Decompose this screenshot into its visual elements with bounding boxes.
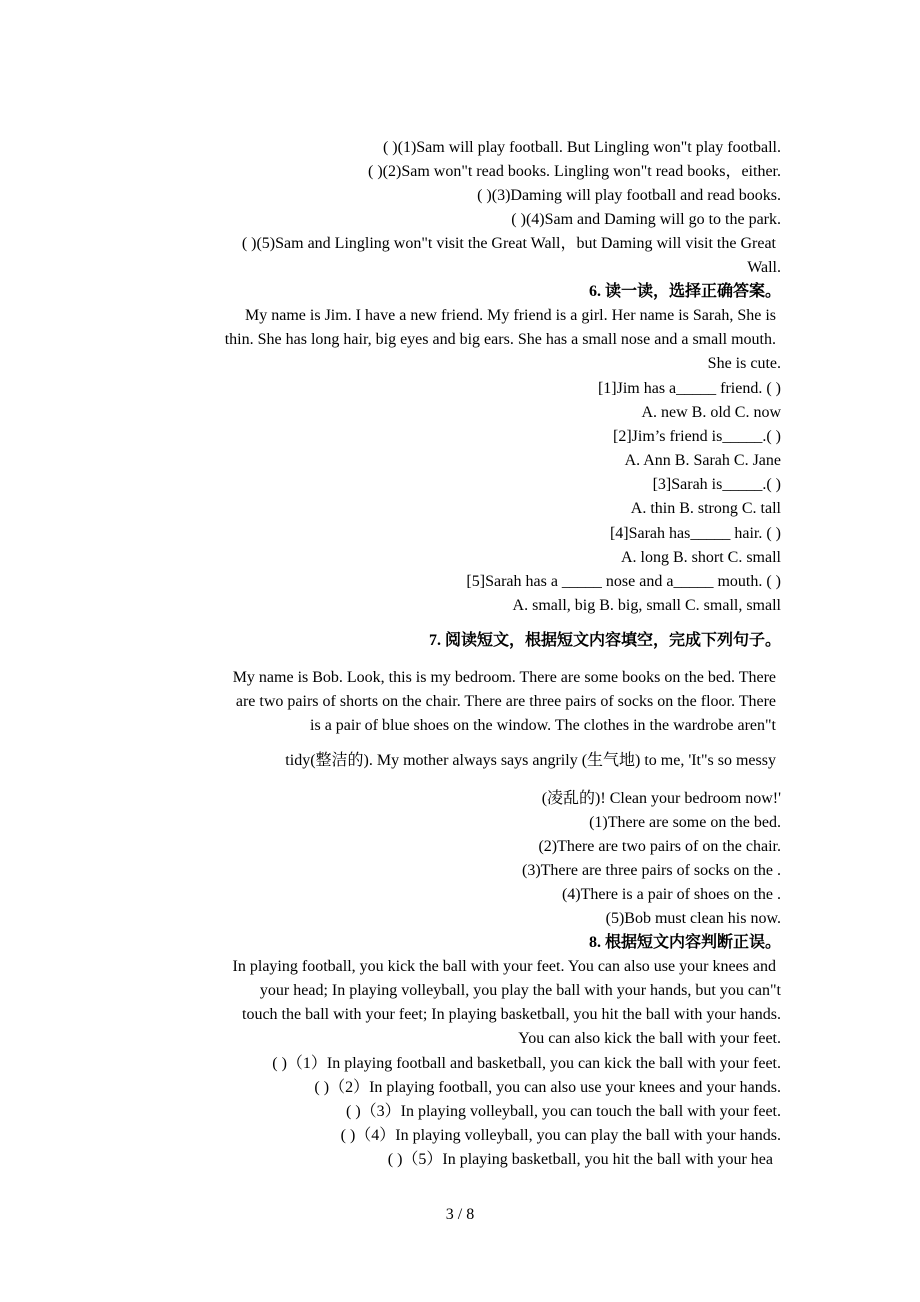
s8-passage-line-2: your head; In playing volleyball, you play the ball with your hands, but you can"t [259,982,781,999]
s7-passage-line-5: (凌乱的)! Clean your bedroom now!' [541,790,781,807]
s5-statement-4: ( )(4)Sam and Daming will go to the park. [511,211,781,228]
s6-options-1: A. new B. old C. now [641,404,781,421]
s6-question-4: [4]Sarah has_____ hair. ( ) [609,525,781,542]
s5-statement-3: ( )(3)Daming will play football and read books. [477,187,781,204]
s5-statement-5: ( )(5)Sam and Lingling won"t visit the Great Wall，but Daming will visit the Great [241,235,776,252]
s6-passage-line-1: My name is Jim. I have a new friend. My friend is a girl. Her name is Sarah, She is [245,307,776,324]
s7-question-5: (5)Bob must clean his now. [605,910,781,927]
section-6-heading: 6. 读一读，选择正确答案。 [588,283,781,300]
s5-statement-2: ( )(2)Sam won"t read books. Lingling won"t read books，either. [368,163,781,180]
s6-passage-line-2: thin. She has long hair, big eyes and big ears. She has a small nose and a small mouth. [224,331,776,348]
page-number: 3 / 8 [445,1206,475,1223]
section-7-heading: 7. 阅读短文，根据短文内容填空，完成下列句子。 [428,632,781,649]
s7-passage-line-2: are two pairs of shorts on the chair. There are three pairs of socks on the floor. There [235,693,776,710]
s6-options-2: A. Ann B. Sarah C. Jane [624,452,781,469]
s6-question-3: [3]Sarah is_____.( ) [652,476,781,493]
section-8-heading: 8. 根据短文内容判断正误。 [588,934,781,951]
s6-question-5: [5]Sarah has a _____ nose and a_____ mouth. ( ) [466,573,781,590]
s8-passage-line-1: In playing football, you kick the ball with your feet. You can also use your knees and [232,958,776,975]
s7-passage-line-1: My name is Bob. Look, this is my bedroom. There are some books on the bed. There [232,669,776,686]
s7-passage-line-4: tidy(整洁的). My mother always says angrily (生气地) to me, 'It"s so messy [285,752,776,769]
s7-question-3: (3)There are three pairs of socks on the . [522,862,781,879]
s6-options-5: A. small, big B. big, small C. small, small [512,597,781,614]
s6-options-4: A. long B. short C. small [620,549,781,566]
s8-passage-line-4: You can also kick the ball with your feet. [518,1030,781,1047]
s8-statement-3: ( )（3）In playing volleyball, you can touch the ball with your feet. [345,1103,781,1120]
s6-question-2: [2]Jim’s friend is_____.( ) [613,428,781,445]
s7-question-4: (4)There is a pair of shoes on the . [561,886,781,903]
s7-passage-line-3: is a pair of blue shoes on the window. The clothes in the wardrobe aren"t [310,717,776,734]
s8-statement-5: ( )（5）In playing basketball, you hit the ball with your hea [387,1151,773,1168]
s7-question-1: (1)There are some on the bed. [589,814,781,831]
s6-question-1: [1]Jim has a_____ friend. ( ) [597,380,781,397]
s6-options-3: A. thin B. strong C. tall [630,500,781,517]
s8-statement-4: ( )（4）In playing volleyball, you can play the ball with your hands. [340,1127,781,1144]
s8-statement-2: ( )（2）In playing football, you can also use your knees and your hands. [314,1079,781,1096]
s5-statement-5-cont: Wall. [747,259,781,276]
s7-question-2: (2)There are two pairs of on the chair. [538,838,781,855]
s5-statement-1: ( )(1)Sam will play football. But Lingling won"t play football. [382,139,781,156]
s8-passage-line-3: touch the ball with your feet; In playing basketball, you hit the ball with your hands. [242,1006,781,1023]
s6-passage-line-3: She is cute. [707,355,781,372]
s8-statement-1: ( )（1）In playing football and basketball, you can kick the ball with your feet. [272,1055,781,1072]
